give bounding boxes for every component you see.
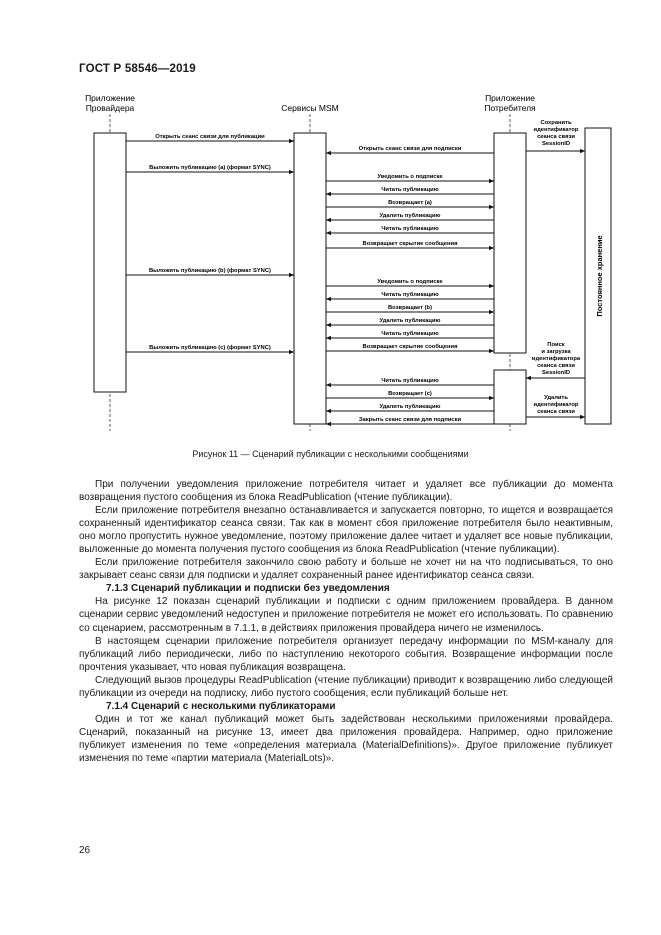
note-line: SessionID [541,141,571,147]
provider-message [126,267,294,275]
note-line: SessionID [541,370,571,376]
svg-text:Возвращает скрытие сообщения: Возвращает скрытие сообщения [362,344,458,350]
consumer-lane-label-2: Потребителя [484,103,536,113]
consumer-message [326,417,494,424]
body-text [79,478,613,765]
svg-text:Читать публикацию: Читать публикацию [381,378,439,384]
svg-text:Выложить публикацию (c) (форма: Выложить публикацию (c) (формат SYNC) [149,345,271,351]
note-line: сеанса связи [537,409,575,415]
save-session-note [534,120,579,147]
note-line: идентификатора [531,356,581,362]
paragraph: Если приложение потребителя закончило свою работу и больше не хочет ни на что подписываться, то оно закрывает сеанс связи для подписки и удаляет сохраненный ранее идентификатор сеанса связи. [79,557,613,582]
note-line: Поиск [547,342,565,348]
consumer-message [326,146,494,153]
page-number: 26 [79,845,91,856]
consumer-message [326,377,494,385]
provider-lane-label-1: Приложение [85,93,135,103]
provider-message [126,133,294,141]
paragraph: Если приложение потребителя внезапно останавливается и запускается повторно, то ищется и возвращается сохраненный идентификатор сеанса связи. Так как в момент сбоя приложение потребителя было неактивным, оно могло пропустить нужное уведомление, поэтому приложение далее читает и удаляет все новые публикации, выложенные до момента получения пустого сообщения из блока ReadPublication (чтение публикации). [79,505,613,556]
note-line: идентификатор [533,402,579,408]
section-heading-7-1-3: 7.1.3 Сценарий публикации и подписки без уведомления [106,583,390,595]
svg-text:Читать публикацию: Читать публикацию [381,331,439,337]
svg-text:Читать публикацию: Читать публикацию [381,226,439,232]
note-line: идентификатор [533,127,579,133]
provider-lane-label-2: Провайдера [85,103,135,113]
consumer-message [326,403,494,411]
svg-text:Открыть сеанс связи для публик: Открыть сеанс связи для публикации [155,134,265,140]
note-line: сеанса связи [537,134,575,140]
svg-text:Выложить публикацию (b) (форма: Выложить публикацию (b) (формат SYNC) [149,268,271,274]
delete-session-note [534,395,579,415]
note-line: сеанса связи [537,363,575,369]
note-line: Удалить [544,395,568,401]
consumer-message [326,291,494,299]
paragraph: В настоящем сценарии приложение потребителя организует передачу информации по MSM-каналу для публикаций либо периодически, либо по наступлению некоторого события. Возвращение информации после прочтения указывает, что новая публикация возвращена. [79,635,613,673]
consumer-message [326,240,494,248]
provider-message [126,344,294,352]
svg-text:Закрыть сеанс связи для подпис: Закрыть сеанс связи для подписки [358,417,462,423]
note-line: Сохранить [540,120,572,126]
consumer-message [326,186,494,194]
note-line: и загрузка [541,349,571,355]
svg-text:Уведомить о подписке: Уведомить о подписке [377,279,443,285]
sequence-diagram [0,0,661,445]
consumer-lane-label-1: Приложение [485,93,535,103]
section-heading-7-1-4: 7.1.4 Сценарий с несколькими публикаторами [106,700,336,712]
find-session-note [532,342,581,376]
consumer-message [326,330,494,338]
svg-text:Возвращает (b): Возвращает (b) [387,305,433,311]
consumer-activation-1 [494,133,526,353]
msm-lane-label: Сервисы MSM [281,103,339,113]
consumer-message [326,174,494,181]
svg-text:Открыть сеанс связи для подпис: Открыть сеанс связи для подписки [358,146,462,152]
svg-text:Выложить публикацию (a) (форма: Выложить публикацию (a) (формат SYNC) [149,165,271,171]
msm-activation [294,133,326,424]
svg-text:Возвращает (a): Возвращает (a) [388,200,432,206]
provider-activation [94,133,126,392]
persistent-storage-label: Постоянное хранение [595,235,604,317]
consumer-message [326,343,494,351]
svg-text:Читать публикацию: Читать публикацию [381,292,439,298]
svg-text:Удалить публикацию: Удалить публикацию [379,404,441,410]
svg-text:Возвращает скрытие сообщения: Возвращает скрытие сообщения [362,241,458,247]
consumer-message [326,200,494,207]
figure-caption: Рисунок 11 — Сценарий публикации с несколькими сообщениями [192,449,469,459]
consumer-activation-2 [494,370,526,424]
consumer-message [326,317,494,325]
consumer-message [326,305,494,312]
provider-message [126,164,294,172]
paragraph: Один и тот же канал публикаций может быть задействован несколькими приложениями провайдера. Сценарий, показанный на рисунке 13, имеет два приложения провайдера. Например, одно приложение публикует изменения по теме «определения материала (MaterialDefinitions)». Другое приложение публикует изменения по теме «партии материала (MaterialLots)». [79,713,613,764]
paragraph: При получении уведомления приложение потребителя читает и удаляет все публикации до момента возвращения пустого сообщения из блока ReadPublication (чтение публикации). [79,479,613,504]
svg-text:Читать публикацию: Читать публикацию [381,187,439,193]
consumer-message [326,225,494,233]
svg-text:Возвращает (c): Возвращает (c) [388,391,432,397]
svg-text:Удалить публикацию: Удалить публикацию [379,213,441,219]
consumer-message [326,212,494,220]
consumer-message [326,279,494,286]
paragraph: На рисунке 12 показан сценарий публикации и подписки с одним приложением провайдера. В данном сценарии сервис уведомлений недоступен и приложение потребителя не может его использовать. По сравнению со сценарием, рассмотренным в 7.1.1, в действиях приложения провайдера ничего не изменилось. [79,596,613,634]
consumer-message [326,391,494,398]
paragraph: Следующий вызов процедуры ReadPublication (чтение публикации) приводит к возвращению либо следующей публикации из очереди на подписку, либо пустого сообщения, если публикаций больше нет. [79,674,613,699]
svg-text:Уведомить о подписке: Уведомить о подписке [377,174,443,180]
svg-text:Удалить публикацию: Удалить публикацию [379,318,441,324]
standard-header: ГОСТ Р 58546—2019 [79,63,196,75]
